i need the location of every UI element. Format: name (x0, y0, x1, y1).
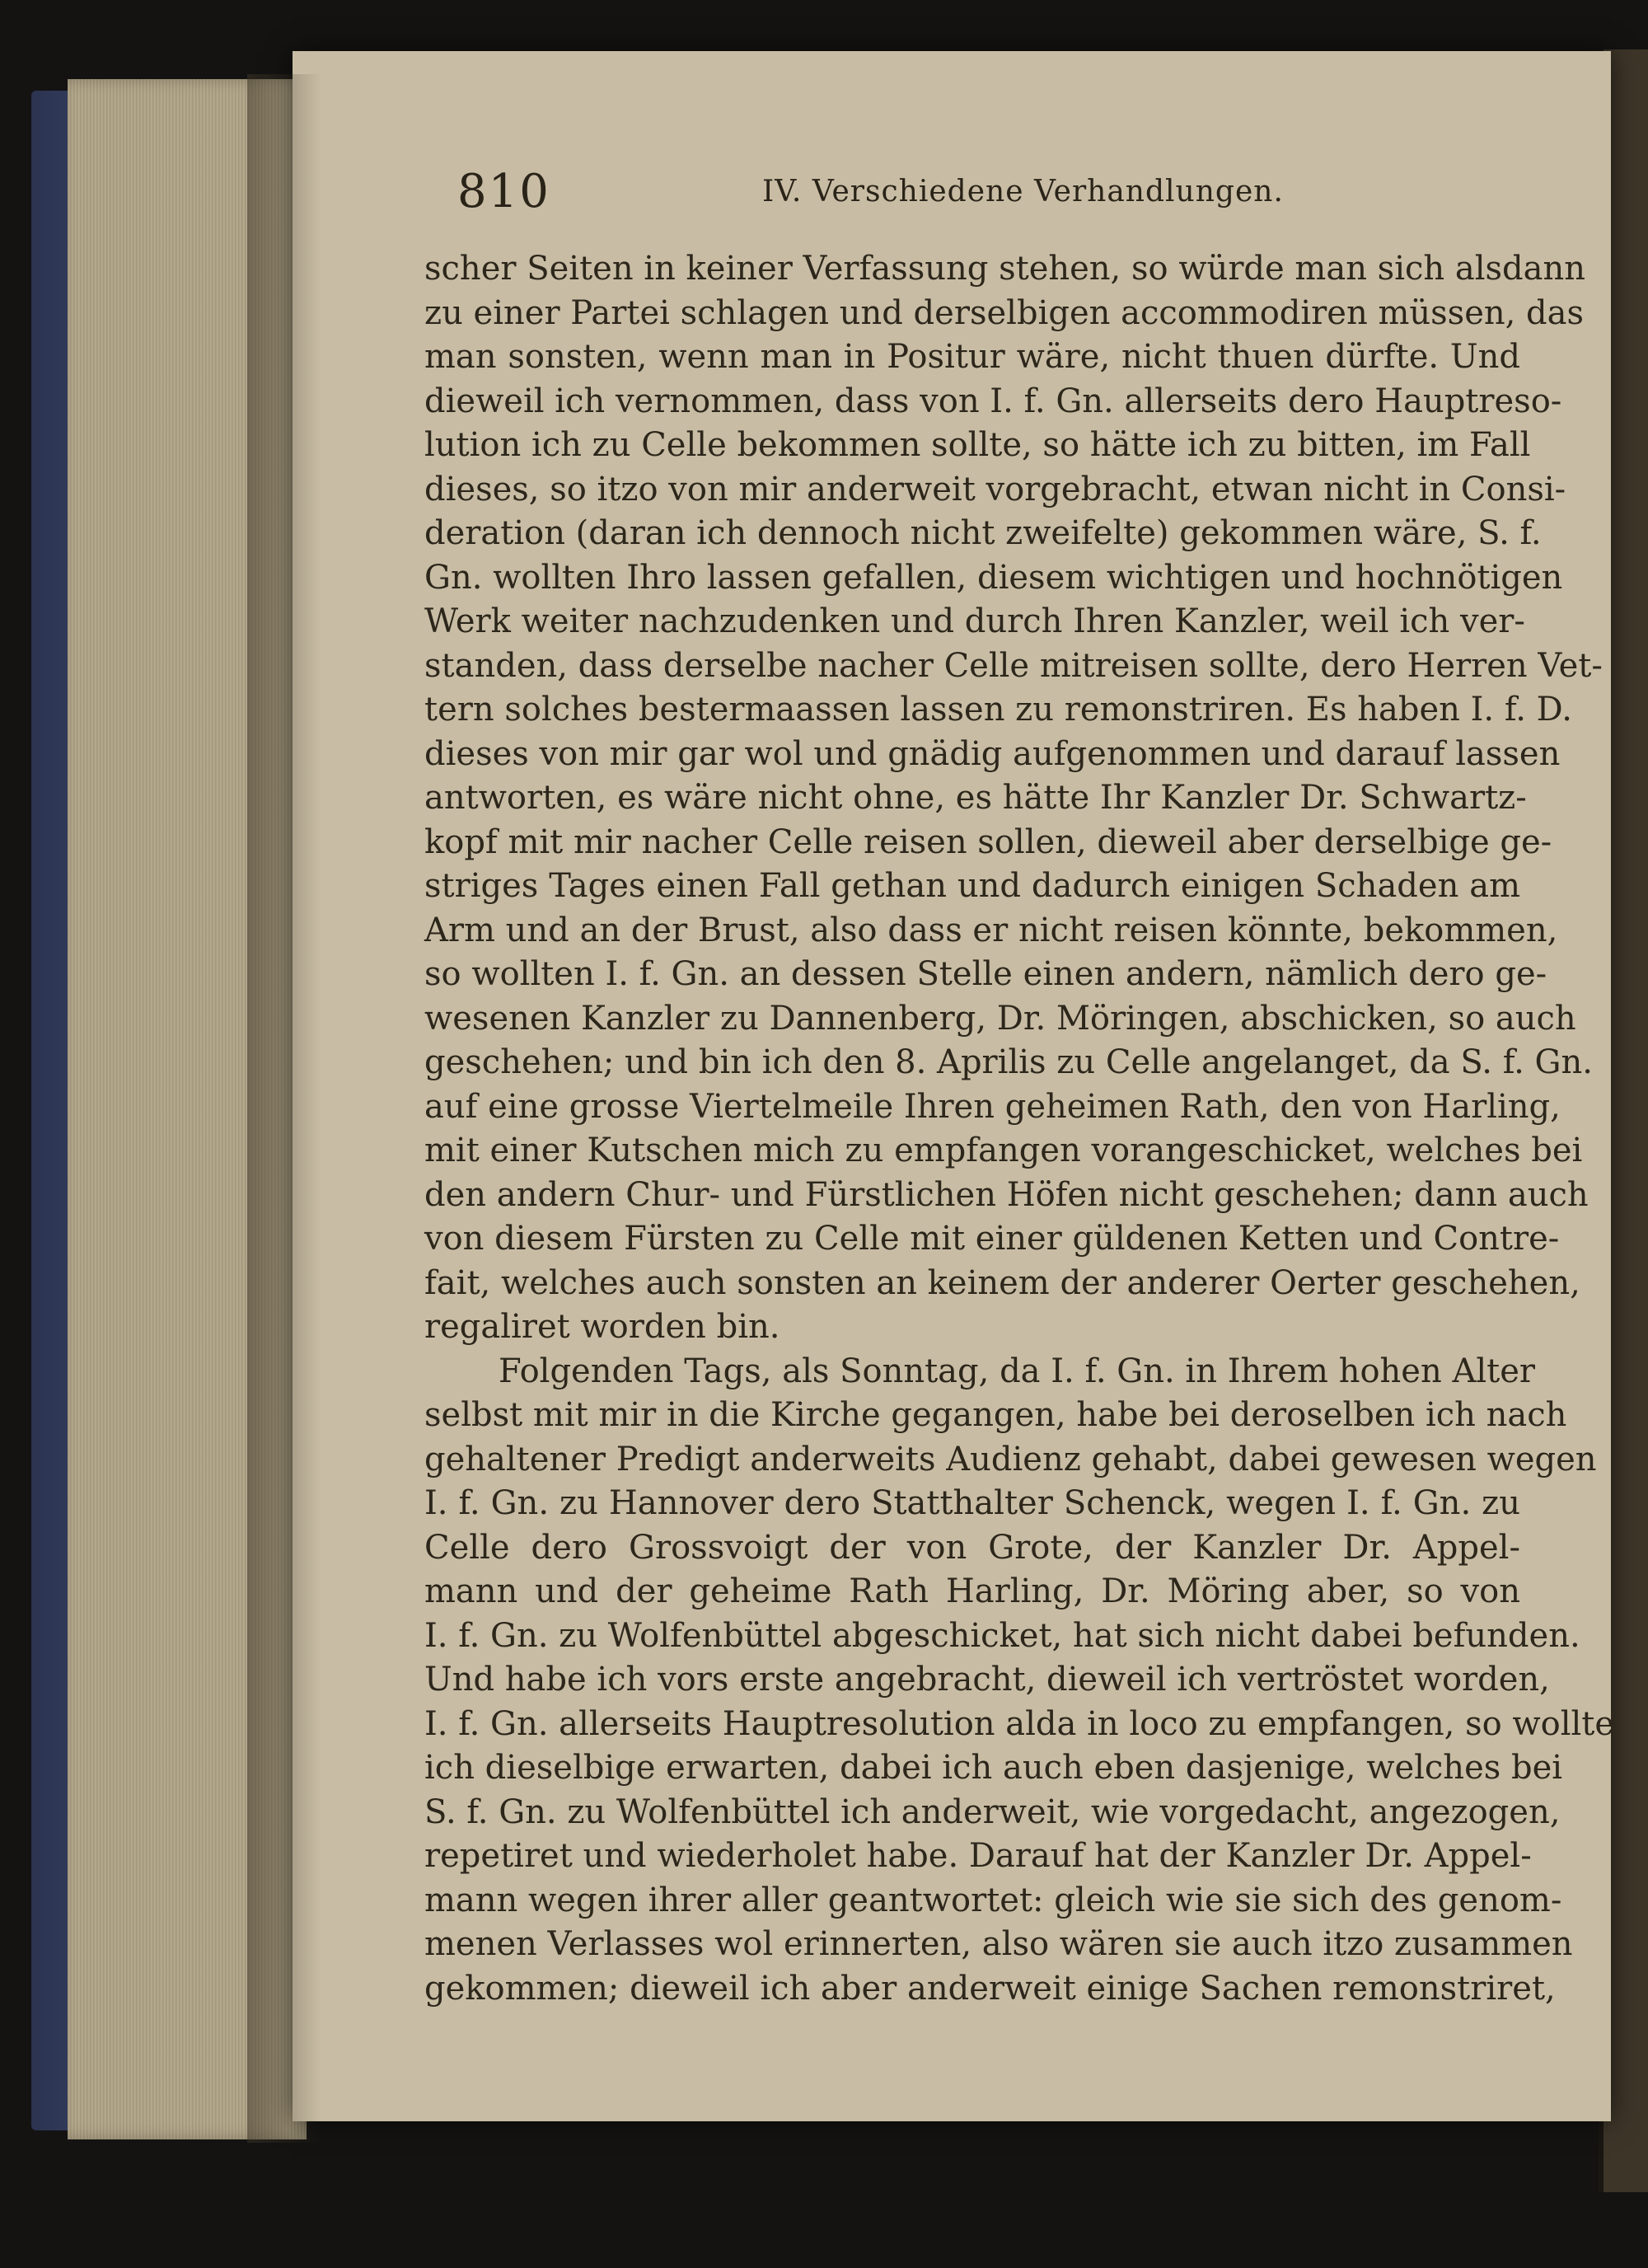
text-line: lution ich zu Celle bekommen sollte, so hätte ich zu bitten, im Fall (424, 426, 1531, 464)
text-line: Arm und an der Brust, also dass er nicht reisen könnte, bekommen, (424, 911, 1558, 949)
body-text (424, 247, 1615, 2011)
text-line: dieses, so itzo von mir anderweit vorgebracht, etwan nicht in Consi- (424, 470, 1566, 508)
text-line: man sonsten, wenn man in Positur wäre, nicht thuen dürfte. Und (424, 338, 1520, 376)
text-line: mit einer Kutschen mich zu empfangen vorangeschicket, welches bei (424, 1132, 1583, 1169)
text-line: fait, welches auch sonsten an keinem der anderer Oerter geschehen, (424, 1263, 1580, 1302)
text-line: Celle dero Grossvoigt der von Grote, der Kanzler Dr. Appel- (424, 1528, 1520, 1567)
text-line: antworten, es wäre nicht ohne, es hätte Ihr Kanzler Dr. Schwartz- (424, 779, 1527, 817)
text-line: regaliret worden bin. (424, 1308, 780, 1346)
text-line: Und habe ich vors erste angebracht, dieweil ich vertröstet worden, (424, 1661, 1550, 1699)
text-line: S. f. Gn. zu Wolfenbüttel ich anderweit, wie vorgedacht, angezogen, (424, 1792, 1561, 1831)
text-line: kopf mit mir nacher Celle reisen sollen, dieweil aber derselbige ge- (424, 822, 1552, 861)
text-line: tern solches bestermaassen lassen zu remonstriren. Es haben I. f. D. (424, 691, 1572, 729)
text-line: Werk weiter nachzudenken und durch Ihren Kanzler, weil ich ver- (424, 602, 1525, 640)
text-line: repetiret und wiederholet habe. Darauf hat der Kanzler Dr. Appel- (424, 1837, 1532, 1875)
text-line: gekommen; dieweil ich aber anderweit einige Sachen remonstriret, (424, 1969, 1556, 2008)
text-line: menen Verlasses wol erinnerten, also wären sie auch itzo zusammen (424, 1925, 1573, 1963)
text-line: Gn. wollten Ihro lassen gefallen, diesem wichtigen und hochnötigen (424, 558, 1563, 597)
text-line: dieweil ich vernommen, dass von I. f. Gn. allerseits dero Hauptreso- (424, 382, 1562, 420)
text-line: I. f. Gn. zu Hannover dero Statthalter Schenck, wegen I. f. Gn. zu (424, 1484, 1520, 1522)
paragraph-2 (424, 1350, 1615, 2012)
text-line: so wollten I. f. Gn. an dessen Stelle einen andern, nämlich dero ge- (424, 955, 1547, 993)
gutter-shadow (247, 74, 321, 2143)
text-line: Folgenden Tags, als Sonntag, da I. f. Gn. in Ihrem hohen Alter (499, 1352, 1535, 1390)
text-line: zu einer Partei schlagen und derselbigen accommodiren müssen, das (424, 293, 1585, 332)
text-line: wesenen Kanzler zu Dannenberg, Dr. Möringen, abschicken, so auch (424, 999, 1576, 1038)
text-line: deration (daran ich dennoch nicht zweifelte) gekommen wäre, S. f. (424, 514, 1542, 552)
text-line: mann wegen ihrer aller geantwortet: gleich wie sie sich des genom- (424, 1881, 1562, 1919)
text-line: I. f. Gn. zu Wolfenbüttel abgeschicket, hat sich nicht dabei befunden. (424, 1616, 1580, 1655)
text-line: dieses von mir gar wol und gnädig aufgenommen und darauf lassen (424, 734, 1561, 773)
text-line: standen, dass derselbe nacher Celle mitreisen sollte, dero Herren Vet- (424, 646, 1603, 685)
text-line: von diesem Fürsten zu Celle mit einer güldenen Ketten und Contre- (424, 1220, 1560, 1258)
text-line: ich dieselbige erwarten, dabei ich auch eben dasjenige, welches bei (424, 1749, 1563, 1787)
text-line: scher Seiten in keiner Verfassung stehen, so würde man sich alsdann (424, 250, 1586, 288)
text-line: striges Tages einen Fall gethan und dadurch einigen Schaden am (424, 867, 1520, 905)
text-line: gehaltener Predigt anderweits Audienz gehabt, dabei gewesen wegen (424, 1440, 1597, 1478)
text-line: selbst mit mir in die Kirche gegangen, habe bei deroselben ich nach (424, 1396, 1567, 1434)
text-line: mann und der geheime Rath Harling, Dr. Möring aber, so von (424, 1572, 1520, 1610)
running-head: IV. Verschiedene Verhandlungen. (762, 175, 1284, 209)
book-page (293, 51, 1615, 2121)
text-line: auf eine grosse Viertelmeile Ihren geheimen Rath, den von Harling, (424, 1087, 1561, 1126)
text-line: I. f. Gn. allerseits Hauptresolution alda in loco zu empfangen, so wollte (424, 1704, 1615, 1743)
text-line: den andern Chur- und Fürstlichen Höfen nicht geschehen; dann auch (424, 1175, 1589, 1214)
page-number: 810 (457, 165, 550, 218)
paragraph-1 (424, 247, 1603, 1350)
text-line: geschehen; und bin ich den 8. Aprilis zu Celle angelanget, da S. f. Gn. (424, 1043, 1593, 1081)
